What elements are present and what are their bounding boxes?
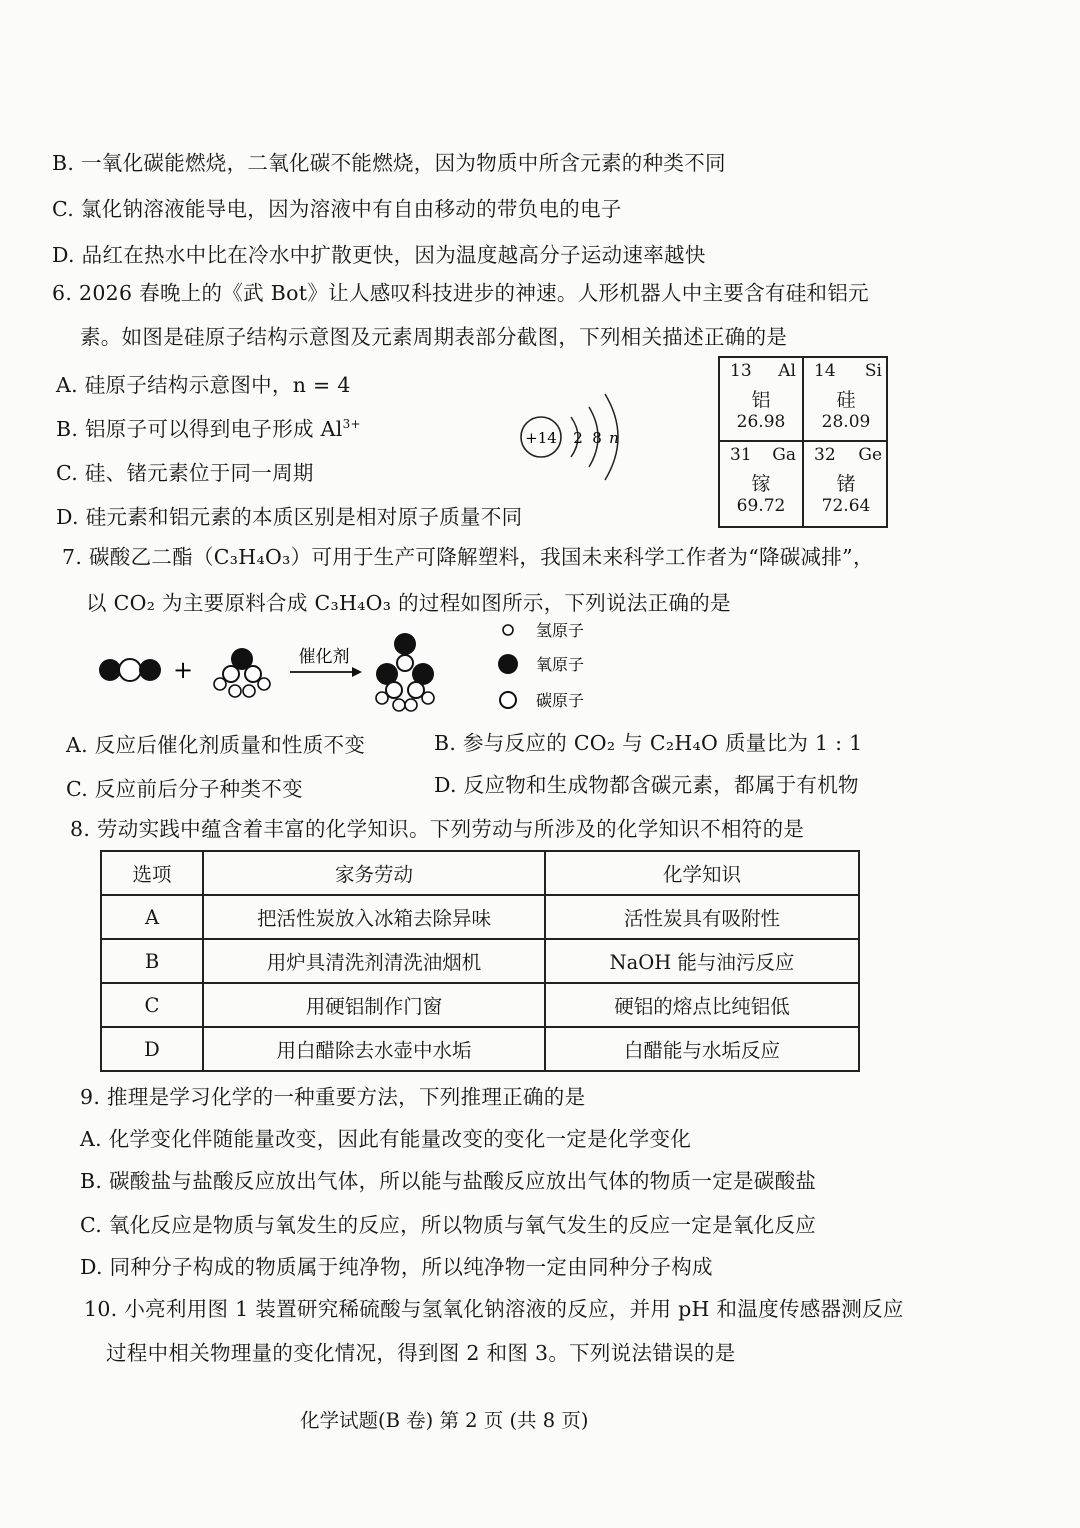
element-symbol: Si (864, 361, 882, 381)
q6-option-b (56, 412, 361, 442)
q6-stem-line1: 6. 2026 春晚上的《武 Bot》让人感叹科技进步的神速。人形机器人中主要含有硅和铝元 (52, 281, 869, 305)
page-footer: 化学试题(B 卷) 第 2 页 (共 8 页) (300, 1409, 589, 1432)
row-task: 用硬铝制作门窗 (203, 983, 545, 1027)
carbon-atom (397, 655, 413, 671)
element-symbol: Ge (858, 445, 882, 465)
q6-option-b-text: B. 铝原子可以得到电子形成 Al (56, 417, 343, 441)
q10-stem-line1: 10. 小亮利用图 1 装置研究稀硫酸与氢氧化钠溶液的反应，并用 pH 和温度传感器测反应 (84, 1297, 904, 1321)
atomic-number: 14 (814, 361, 836, 381)
catalyst-label: 催化剂 (298, 647, 350, 667)
row-task: 把活性炭放入冰箱去除异味 (203, 895, 545, 939)
q6-option-a: A. 硅原子结构示意图中，n = 4 (56, 373, 351, 397)
q6-option-b-charge: 3+ (342, 417, 361, 432)
shell-2-count: 8 (592, 429, 602, 447)
atomic-number: 32 (814, 445, 836, 465)
q7-stem-line2: 以 CO₂ 为主要原料合成 C₃H₄O₃ 的过程如图所示，下列说法正确的是 (86, 591, 731, 615)
oxygen-atom (99, 659, 121, 681)
element-name: 铝 (751, 389, 771, 411)
element-cell-al (720, 358, 804, 442)
q7-stem-line1: 7. 碳酸乙二酯（C₃H₄O₃）可用于生产可降解塑料，我国未来科学工作者为“降碳减排”， (62, 545, 874, 569)
row-knowledge: 白醋能与水垢反应 (545, 1027, 859, 1071)
labour-knowledge-table (100, 850, 860, 1072)
shell-1-count: 2 (573, 429, 583, 447)
table-row (101, 895, 859, 939)
element-symbol: Ga (772, 445, 796, 465)
atomic-number: 31 (730, 445, 752, 465)
header-knowledge: 化学知识 (545, 851, 859, 895)
q9-option-d: D. 同种分子构成的物质属于纯净物，所以纯净物一定由同种分子构成 (80, 1255, 713, 1279)
table-header-row (101, 851, 859, 895)
q6-option-d: D. 硅元素和铝元素的本质区别是相对原子质量不同 (56, 505, 523, 529)
carbon-atom (223, 666, 239, 682)
carbon-legend-icon (500, 692, 516, 708)
atomic-mass: 26.98 (736, 412, 786, 432)
q6-stem-line2: 素。如图是硅原子结构示意图及元素周期表部分截图，下列相关描述正确的是 (80, 325, 788, 349)
q7-option-b: B. 参与反应的 CO₂ 与 C₂H₄O 质量比为 1 : 1 (434, 731, 863, 755)
table-row (101, 939, 859, 983)
q9-option-a: A. 化学变化伴随能量改变，因此有能量改变的变化一定是化学变化 (80, 1127, 692, 1151)
hydrogen-atom (229, 685, 241, 697)
element-cell-ga (720, 442, 804, 526)
element-name: 硅 (836, 389, 856, 411)
hydrogen-atom (405, 699, 417, 711)
oxygen-legend-label: 氧原子 (536, 655, 585, 674)
atomic-mass: 72.64 (821, 496, 871, 516)
c3h4o3-molecule (376, 633, 434, 711)
reaction-diagram (90, 612, 630, 720)
q10-stem-line2: 过程中相关物理量的变化情况，得到图 2 和图 3。下列说法错误的是 (106, 1341, 736, 1365)
hydrogen-legend-icon (503, 625, 513, 635)
atomic-mass: 28.09 (821, 412, 871, 432)
carbon-atom (386, 682, 402, 698)
table-row (101, 983, 859, 1027)
element-cell-si (804, 358, 888, 442)
q7-option-c: C. 反应前后分子种类不变 (66, 777, 303, 801)
header-option: 选项 (101, 851, 203, 895)
table-row (101, 1027, 859, 1071)
carbon-atom (408, 682, 424, 698)
hydrogen-atom (258, 678, 270, 690)
atomic-mass: 69.72 (736, 496, 786, 516)
row-knowledge: 活性炭具有吸附性 (545, 895, 859, 939)
hydrogen-atom (214, 678, 226, 690)
hydrogen-atom (422, 692, 434, 704)
row-option: C (101, 983, 203, 1027)
element-name: 镓 (751, 473, 771, 495)
row-option: D (101, 1027, 203, 1071)
oxygen-atom (394, 633, 416, 655)
row-knowledge: NaOH 能与油污反应 (545, 939, 859, 983)
header-task: 家务劳动 (203, 851, 545, 895)
atom-legend (498, 621, 584, 710)
element-name: 锗 (836, 473, 856, 495)
hydrogen-atom (393, 699, 405, 711)
row-task: 用炉具清洗剂清洗油烟机 (203, 939, 545, 983)
row-option: B (101, 939, 203, 983)
q6-option-c: C. 硅、锗元素位于同一周期 (56, 461, 314, 485)
carbon-legend-label: 碳原子 (536, 691, 585, 710)
silicon-atom-diagram (505, 382, 635, 492)
carbon-atom (119, 659, 141, 681)
q9-option-b: B. 碳酸盐与盐酸反应放出气体，所以能与盐酸反应放出气体的物质一定是碳酸盐 (80, 1169, 817, 1193)
q8-stem: 8. 劳动实践中蕴含着丰富的化学知识。下列劳动与所涉及的化学知识不相符的是 (70, 817, 805, 841)
co2-molecule (99, 659, 161, 681)
atomic-number: 13 (730, 361, 752, 381)
row-task: 用白醋除去水壶中水垢 (203, 1027, 545, 1071)
c2h4o-molecule (214, 648, 270, 697)
hydrogen-atom (243, 685, 255, 697)
row-option: A (101, 895, 203, 939)
q9-stem: 9. 推理是学习化学的一种重要方法，下列推理正确的是 (80, 1085, 586, 1109)
q7-option-d: D. 反应物和生成物都含碳元素，都属于有机物 (434, 773, 859, 797)
plus-sign: + (172, 656, 194, 684)
nucleus-charge: +14 (525, 429, 557, 447)
reaction-arrowhead (352, 667, 362, 677)
q7-option-a: A. 反应后催化剂质量和性质不变 (66, 733, 366, 757)
periodic-table-excerpt (718, 356, 888, 528)
shell-3-count: n (609, 429, 619, 447)
q5-option-c: C. 氯化钠溶液能导电，因为溶液中有自由移动的带负电的电子 (52, 197, 622, 221)
element-cell-ge (804, 442, 888, 526)
carbon-atom (245, 666, 261, 682)
row-knowledge: 硬铝的熔点比纯铝低 (545, 983, 859, 1027)
hydrogen-atom (376, 692, 388, 704)
q5-option-d: D. 品红在热水中比在冷水中扩散更快，因为温度越高分子运动速率越快 (52, 243, 706, 267)
oxygen-legend-icon (498, 654, 518, 674)
q5-option-b: B. 一氧化碳能燃烧，二氧化碳不能燃烧，因为物质中所含元素的种类不同 (52, 151, 726, 175)
hydrogen-legend-label: 氢原子 (536, 621, 585, 640)
element-symbol: Al (778, 361, 796, 381)
q9-option-c: C. 氧化反应是物质与氧发生的反应，所以物质与氧气发生的反应一定是氧化反应 (80, 1213, 817, 1237)
oxygen-atom (139, 659, 161, 681)
